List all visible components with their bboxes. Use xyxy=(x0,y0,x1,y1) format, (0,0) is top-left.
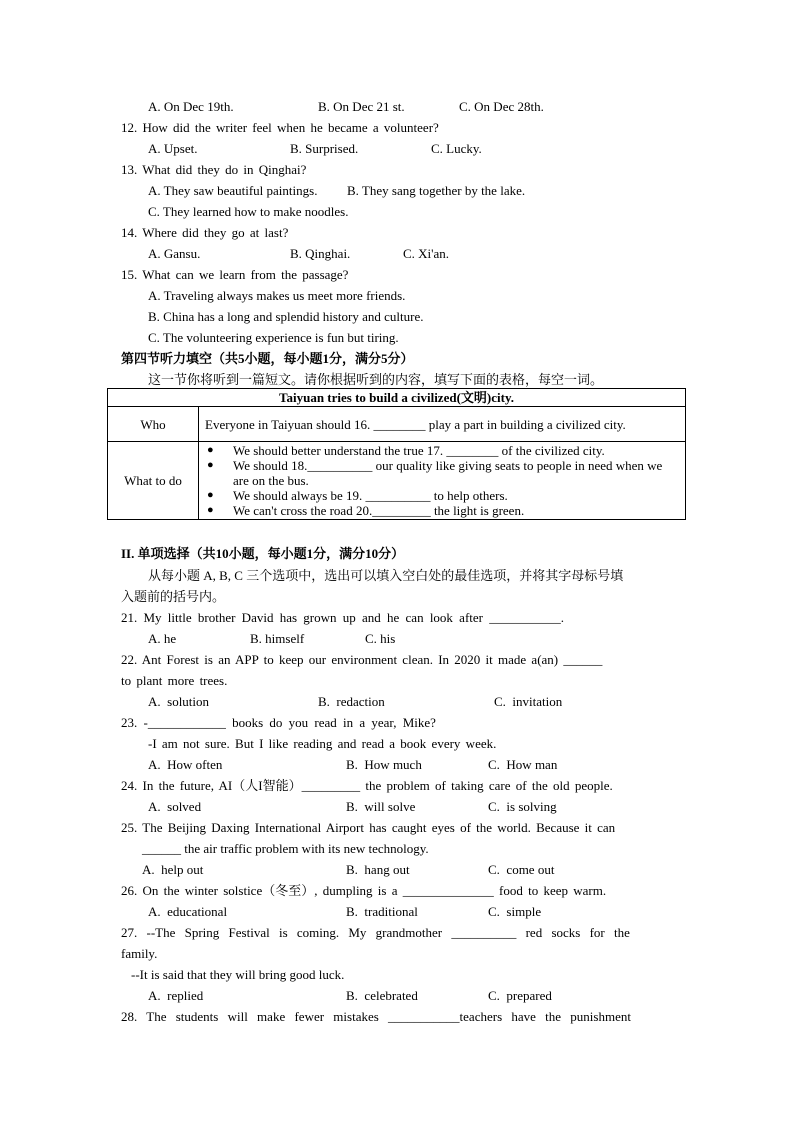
q12-option-c: C. Lucky. xyxy=(431,141,482,156)
q21-stem: 21. My little brother David has grown up and he can look after ___________. xyxy=(121,610,564,625)
q27-stem-line1: 27. --The Spring Festival is coming. My grandmother __________ red socks for the xyxy=(121,925,630,940)
q21-option-b: B. himself xyxy=(250,631,305,646)
q22-stem-line2: to plant more trees. xyxy=(121,673,228,688)
q12-stem: 12. How did the writer feel when he became a volunteer? xyxy=(121,120,439,135)
q24-option-a: A. solved xyxy=(148,799,202,814)
who-text: Everyone in Taiyuan should 16. ________ play a part in building a civilized city. xyxy=(199,407,686,442)
section2-heading: II. 单项选择（共10小题，每小题1分，满分10分） xyxy=(121,546,405,561)
q13-option-b: B. They sang together by the lake. xyxy=(347,183,526,198)
q22-option-a: A. solution xyxy=(148,694,210,709)
q23-option-c: C. How man xyxy=(488,757,558,772)
q24-option-c: C. is solving xyxy=(488,799,557,814)
q22-stem-line1: 22. Ant Forest is an APP to keep our environment clean. In 2020 it made a(an) ______ xyxy=(121,652,603,667)
q13-option-c: C. They learned how to make noodles. xyxy=(148,204,349,219)
q28-stem: 28. The students will make fewer mistakes ___________teachers have the punishment xyxy=(121,1009,631,1024)
q12-option-a: A. Upset. xyxy=(148,141,198,156)
q27-option-b: B. celebrated xyxy=(346,988,418,1003)
q13-option-a: A. They saw beautiful paintings. xyxy=(148,183,318,198)
q23-stem-line2: -I am not sure. But I like reading and read a book every week. xyxy=(148,736,497,751)
what-item: ● We should better understand the true 17. ________ of the civilized city. xyxy=(205,443,679,458)
q25-option-b: B. hang out xyxy=(346,862,410,877)
q21-option-a: A. he xyxy=(148,631,177,646)
q26-stem: 26. On the winter solstice（冬至）, dumpling is a ______________ food to keep warm. xyxy=(121,883,607,898)
q27-stem-line2: family. xyxy=(121,946,158,961)
what-item: ● We should always be 19. __________ to help others. xyxy=(205,488,679,503)
q15-option-b: B. China has a long and splendid history and culture. xyxy=(148,309,424,324)
what-item: ● We should 18.__________ our quality like giving seats to people in need when we are on the bus. xyxy=(205,458,679,488)
q11-option-b: B. On Dec 21 st. xyxy=(318,99,405,114)
q22-option-c: C. invitation xyxy=(494,694,563,709)
table-title: Taiyuan tries to build a civilized(文明)city. xyxy=(108,389,686,407)
q11-option-c: C. On Dec 28th. xyxy=(459,99,544,114)
q26-option-c: C. simple xyxy=(488,904,542,919)
q23-stem-line1: 23. -____________ books do you read in a year, Mike? xyxy=(121,715,436,730)
q14-option-c: C. Xi'an. xyxy=(403,246,450,261)
q25-option-a: A. help out xyxy=(142,862,204,877)
q15-option-a: A. Traveling always makes us meet more friends. xyxy=(148,288,406,303)
q27-stem-line3: --It is said that they will bring good luck. xyxy=(131,967,345,982)
q23-option-b: B. How much xyxy=(346,757,422,772)
q27-option-c: C. prepared xyxy=(488,988,552,1003)
q11-option-a: A. On Dec 19th. xyxy=(148,99,234,114)
q25-option-c: C. come out xyxy=(488,862,555,877)
q22-option-b: B. redaction xyxy=(318,694,385,709)
what-to-do-label: What to do xyxy=(108,442,199,520)
q26-option-a: A. educational xyxy=(148,904,228,919)
section4-heading: 第四节听力填空（共5小题，每小题1分，满分5分） xyxy=(121,351,414,366)
section2-instruction-line1: 从每小题 A, B, C 三个选项中，选出可以填入空白处的最佳选项，并将其字母标号填 xyxy=(148,568,624,583)
q15-stem: 15. What can we learn from the passage? xyxy=(121,267,349,282)
q21-option-c: C. his xyxy=(365,631,396,646)
what-to-do-cell xyxy=(199,442,686,520)
who-label: Who xyxy=(108,407,199,442)
q15-option-c: C. The volunteering experience is fun but tiring. xyxy=(148,330,399,345)
q27-option-a: A. replied xyxy=(148,988,204,1003)
listening-table xyxy=(107,388,686,520)
q24-stem: 24. In the future, AI（人I智能）_________ the problem of taking care of the old people. xyxy=(121,778,613,793)
section4-instruction: 这一节你将听到一篇短文。请你根据听到的内容，填写下面的表格，每空一词。 xyxy=(148,372,604,387)
q14-stem: 14. Where did they go at last? xyxy=(121,225,289,240)
q12-option-b: B. Surprised. xyxy=(290,141,359,156)
q13-stem: 13. What did they do in Qinghai? xyxy=(121,162,307,177)
what-item: ● We can't cross the road 20._________ the light is green. xyxy=(205,503,679,518)
section2-instruction-line2: 入题前的括号内。 xyxy=(121,589,226,604)
q25-stem-line2: ______ the air traffic problem with its new technology. xyxy=(142,841,429,856)
q23-option-a: A. How often xyxy=(148,757,223,772)
q14-option-b: B. Qinghai. xyxy=(290,246,351,261)
q25-stem-line1: 25. The Beijing Daxing International Airport has caught eyes of the world. Because it can xyxy=(121,820,616,835)
q24-option-b: B. will solve xyxy=(346,799,416,814)
q26-option-b: B. traditional xyxy=(346,904,418,919)
q14-option-a: A. Gansu. xyxy=(148,246,201,261)
